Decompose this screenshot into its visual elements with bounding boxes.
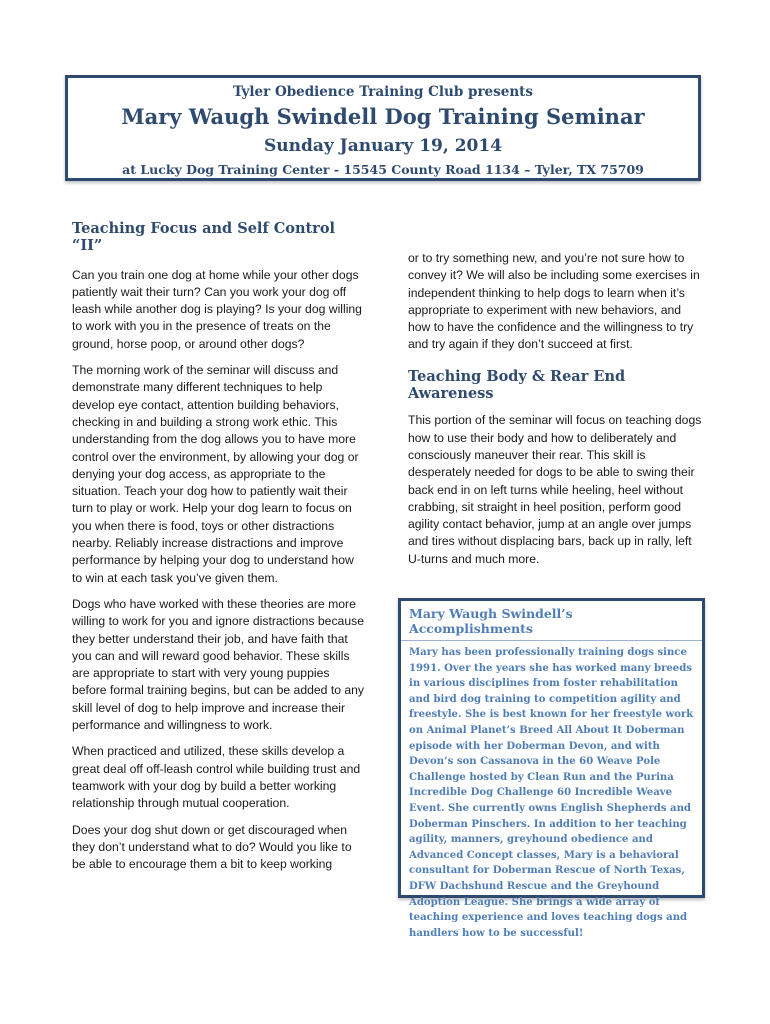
focus-paragraph-1: Can you train one dog at home while your other dogs patiently wait their turn? Can you work your dog off leash while another dog is playing? Is your dog willing to work with you in the presence of treats on the ground, horse poop, or around other dogs? (72, 267, 362, 351)
header-banner (65, 75, 701, 181)
presents-line: Tyler Obedience Training Club presents (233, 84, 533, 100)
accomplishments-body: Mary has been professionally training dogs since 1991. Over the years she has worked many breeds in various disciplines from foster rehabilitation and bird dog training to competition agility and freestyle. She is best known for her freestyle work on Animal Planet’s Breed All About It Doberman episode with her Doberman Devon, and with Devon’s son Cassanova in the 60 Weave Pole Challenge hosted by Clean Run and the Purina Incredible Dog Challenge 60 Incredible Weave Event. She currently owns English Shepherds and Doberman Pinschers. In addition to her teaching agility, manners, greyhound obedience and Advanced Concept classes, Mary is a behavioral consultant for Doberman Rescue of North Texas, DFW Dachshund Rescue and the Greyhound Adoption League. She brings a wide array of teaching experience and loves teaching dogs and handlers how to be successful! (409, 647, 694, 939)
left-column (72, 220, 366, 882)
focus-paragraph-5: Does your dog shut down or get discouraged when they don’t understand what to do? Would you like to be able to encourage them a bit to keep working (72, 822, 352, 872)
accomplishments-title: Mary Waugh Swindell’s Accomplishments (409, 606, 573, 636)
body-awareness-paragraph: This portion of the seminar will focus on teaching dogs how to use their body and how to deliberately and consciously maneuver their rear. This skill is desperately needed for dogs to be able to swing their back end in on left turns while heeling, heel without crabbing, sit straight in heel position, perform good agility contact behavior, jump at an angle over jumps and tires without displacing bars, back up in rally, left U-turns and much more. (408, 413, 702, 566)
focus-paragraph-4: When practiced and utilized, these skills develop a great deal off off-leash control while building trust and teamwork with your dog by build a better working relationship through mutual cooperation. (72, 744, 361, 811)
focus-paragraph-3: Dogs who have worked with these theories are more willing to work for you and ignore distractions because they better understand their job, and have faith that you can and will reward good behavior. These skills are appropriate to start with very young puppies before formal training begins, but can be added to any skill level of dog to help improve and increase their performance and willingness to work. (72, 596, 365, 733)
focus-paragraph-2: The morning work of the seminar will discuss and demonstrate many different techniques to help develop eye contact, attention building behaviors, checking in and building a strong work ethic. This understanding from the dog allows you to have more control over the environment, by allowing your dog or denying your dog access, as appropriate to the situation. Teach your dog how to patiently wait their turn to play or work. Help your dog learn to focus on you when there is food, toys or other distractions nearby. Reliably increase distractions and improve performance by helping your dog to understand how to win at each task you’ve given them. (72, 363, 359, 585)
seminar-title: Mary Waugh Swindell Dog Training Seminar (121, 104, 645, 129)
focus-paragraph-continued: or to try something new, and you’re not sure how to convey it? We will also be including some exercises in independent thinking to help dogs to learn when it’s appropriate to experiment with new behaviors, and how to have the confidence and the willingness to try and try again if they don’t succeed at first. (408, 251, 700, 352)
accomplishments-divider (401, 640, 702, 641)
body-awareness-heading: Teaching Body & Rear End Awareness (408, 367, 626, 403)
focus-heading: Teaching Focus and Self Control “II” (72, 220, 335, 255)
seminar-venue: at Lucky Dog Training Center - 15545 County Road 1134 – Tyler, TX 75709 (122, 162, 644, 177)
seminar-date: Sunday January 19, 2014 (263, 136, 503, 156)
right-column (408, 250, 702, 577)
accomplishments-box (398, 598, 705, 939)
